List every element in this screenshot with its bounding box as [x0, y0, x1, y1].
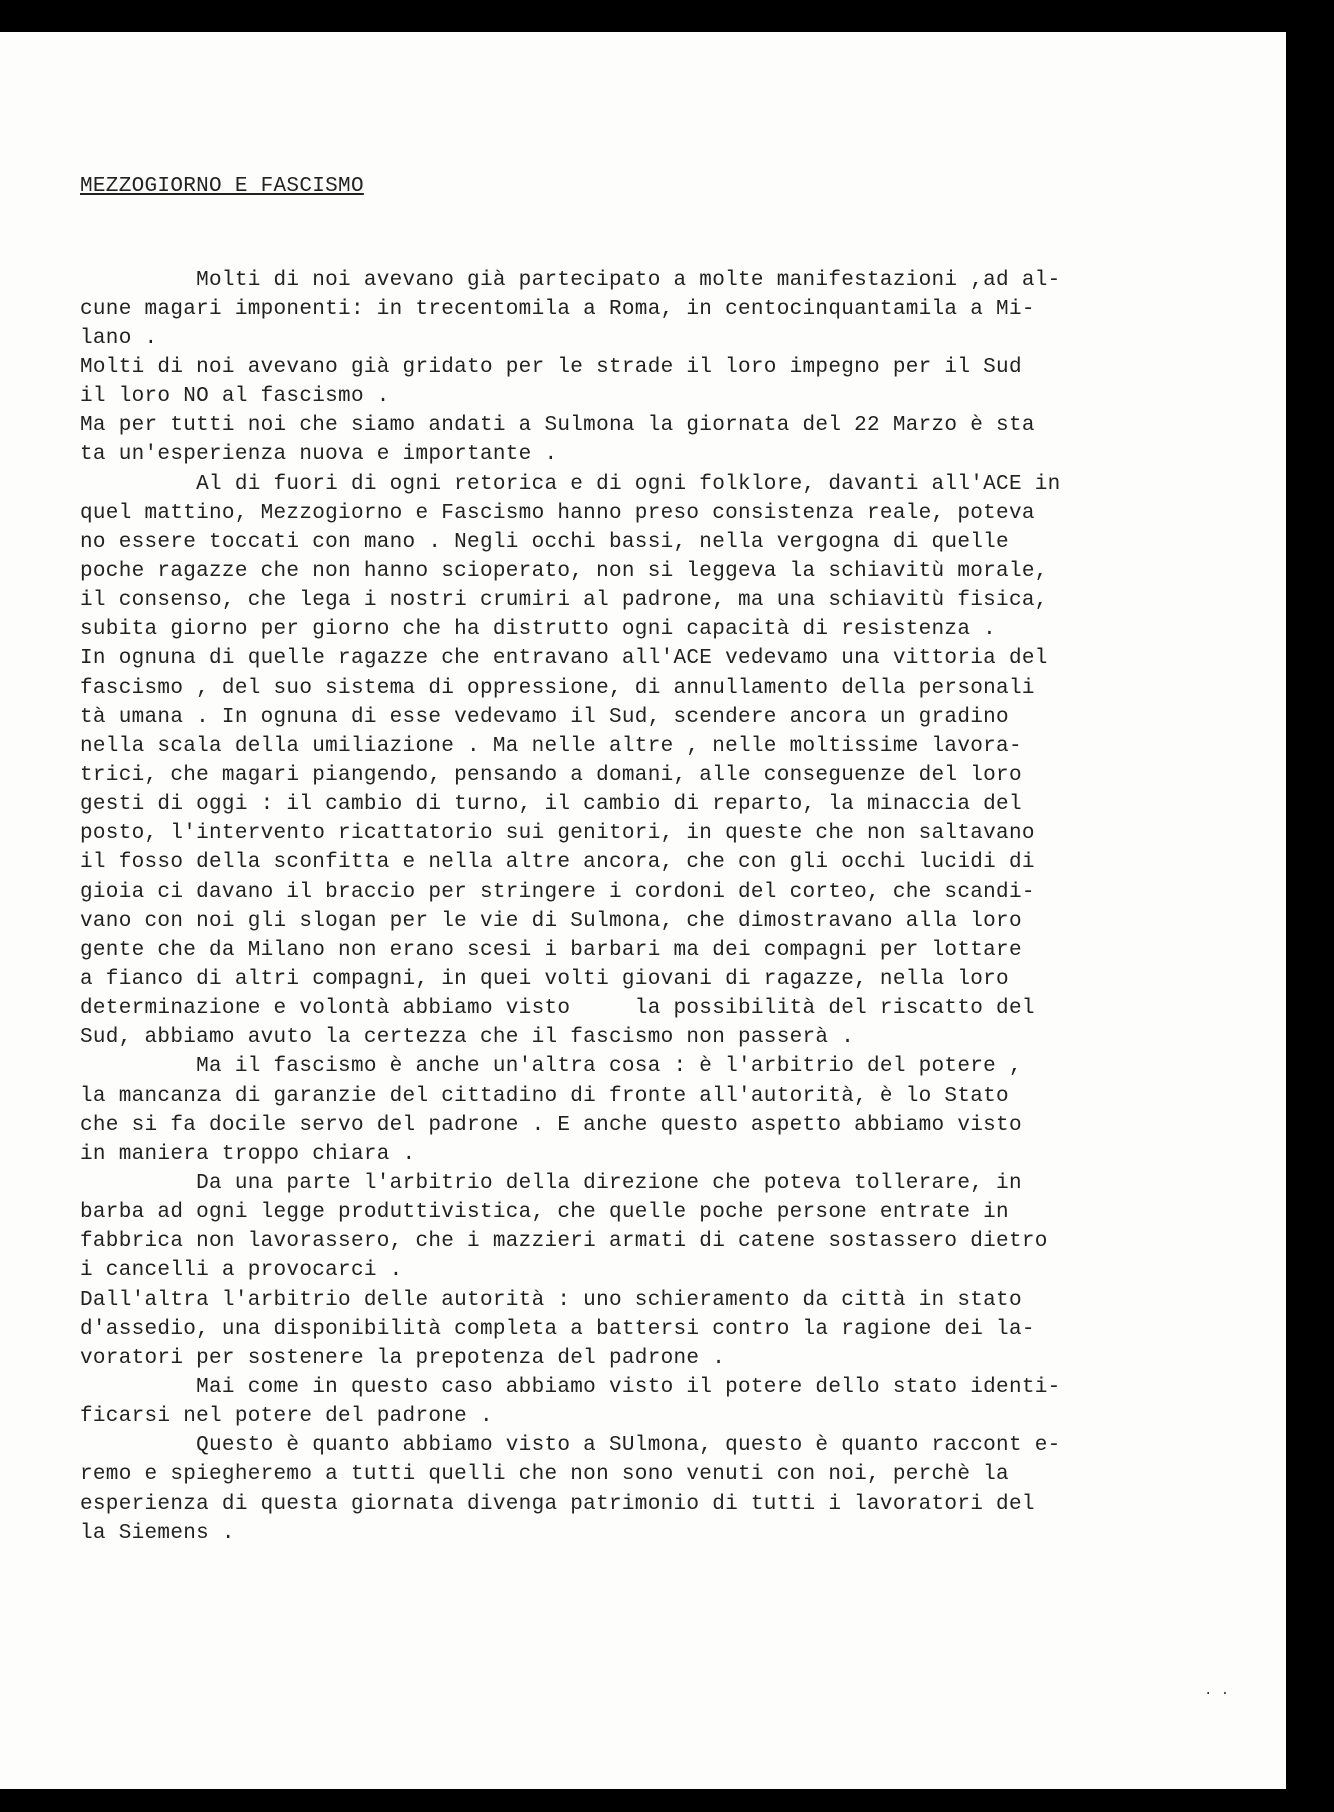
text-line: poche ragazze che non hanno scioperato, non si leggeva la schiavitù morale, — [80, 560, 1048, 584]
text-line: fascismo , del suo sistema di oppressione, di annullamento della personali — [80, 676, 1035, 700]
text-line: il fosso della sconfitta e nella altre ancora, che con gli occhi lucidi di — [80, 851, 1035, 875]
text-line: vano con noi gli slogan per le vie di Sulmona, che dimostravano alla loro — [80, 909, 1022, 933]
text-line: esperienza di questa giornata divenga patrimonio di tutti i lavoratori del — [80, 1492, 1035, 1516]
text-line: remo e spiegheremo a tutti quelli che non sono venuti con noi, perchè la — [80, 1463, 1009, 1487]
text-line: In ognuna di quelle ragazze che entravano all'ACE vedevamo una vittoria del — [80, 647, 1048, 671]
page-marks: . . — [1204, 1683, 1230, 1699]
text-line: Dall'altra l'arbitrio delle autorità : uno schieramento da città in stato — [80, 1288, 1022, 1312]
text-line: il consenso, che lega i nostri crumiri al padrone, ma una schiavitù fisica, — [80, 589, 1048, 613]
text-line: nella scala della umiliazione . Ma nelle altre , nelle moltissime lavora- — [80, 734, 1022, 758]
text-line: posto, l'intervento ricattatorio sui genitori, in queste che non saltavano — [80, 822, 1035, 846]
document-text — [80, 266, 1220, 1548]
text-line: Molti di noi avevano già partecipato a molte manifestazioni ,ad al- — [80, 268, 1061, 292]
text-line: i cancelli a provocarci . — [80, 1259, 403, 1283]
text-line: Ma il fascismo è anche un'altra cosa : è l'arbitrio del potere , — [80, 1055, 1022, 1079]
text-line: gesti di oggi : il cambio di turno, il cambio di reparto, la minaccia del — [80, 793, 1022, 817]
text-line: Ma per tutti noi che siamo andati a Sulmona la giornata del 22 Marzo è sta — [80, 414, 1035, 438]
text-line: gioia ci davano il braccio per stringere i cordoni del corteo, che scandi- — [80, 880, 1035, 904]
text-line: Questo è quanto abbiamo visto a SUlmona, questo è quanto raccont e- — [80, 1434, 1061, 1458]
text-line: il loro NO al fascismo . — [80, 385, 390, 409]
text-line: fabbrica non lavorassero, che i mazzieri armati di catene sostassero dietro — [80, 1230, 1048, 1254]
text-line: no essere toccati con mano . Negli occhi bassi, nella vergogna di quelle — [80, 530, 1009, 554]
text-line: ta un'esperienza nuova e importante . — [80, 443, 558, 467]
text-line: determinazione e volontà abbiamo visto la possibilità del riscatto del — [80, 997, 1035, 1021]
text-line: Molti di noi avevano già gridato per le strade il loro impegno per il Sud — [80, 356, 1022, 380]
text-line: trici, che magari piangendo, pensando a domani, alle conseguenze del loro — [80, 764, 1022, 788]
text-line: gente che da Milano non erano scesi i barbari ma dei compagni per lottare — [80, 938, 1022, 962]
text-line: Da una parte l'arbitrio della direzione che poteva tollerare, in — [80, 1171, 1022, 1195]
text-line: la Siemens . — [80, 1521, 235, 1545]
text-line: d'assedio, una disponibilità completa a battersi contro la ragione dei la- — [80, 1317, 1035, 1341]
document-page — [0, 32, 1286, 1789]
text-line: quel mattino, Mezzogiorno e Fascismo hanno preso consistenza reale, poteva — [80, 501, 1035, 525]
text-line: ficarsi nel potere del padrone . — [80, 1405, 493, 1429]
text-line: la mancanza di garanzie del cittadino di fronte all'autorità, è lo Stato — [80, 1084, 1009, 1108]
text-line: in maniera troppo chiara . — [80, 1142, 416, 1166]
text-line: voratori per sostenere la prepotenza del padrone . — [80, 1346, 726, 1370]
text-line: Sud, abbiamo avuto la certezza che il fascismo non passerà . — [80, 1026, 855, 1050]
text-line: a fianco di altri compagni, in quei volti giovani di ragazze, nella loro — [80, 968, 1009, 991]
text-line: Mai come in questo caso abbiamo visto il potere dello stato identi- — [80, 1375, 1061, 1399]
text-line: cune magari imponenti: in trecentomila a Roma, in centocinquantamila a Mi- — [80, 297, 1035, 321]
text-line: tà umana . In ognuna di esse vedevamo il Sud, scendere ancora un gradino — [80, 705, 1009, 729]
document-title: MEZZOGIORNO E FASCISMO — [80, 175, 364, 199]
text-line: barba ad ogni legge produttivistica, che quelle poche persone entrate in — [80, 1201, 1009, 1225]
text-line: lano . — [80, 326, 158, 350]
text-line: che si fa docile servo del padrone . E anche questo aspetto abbiamo visto — [80, 1113, 1022, 1137]
text-line: subita giorno per giorno che ha distrutto ogni capacità di resistenza . — [80, 618, 997, 642]
text-line: Al di fuori di ogni retorica e di ogni folklore, davanti all'ACE in — [80, 472, 1061, 496]
document-body — [80, 114, 1220, 1606]
